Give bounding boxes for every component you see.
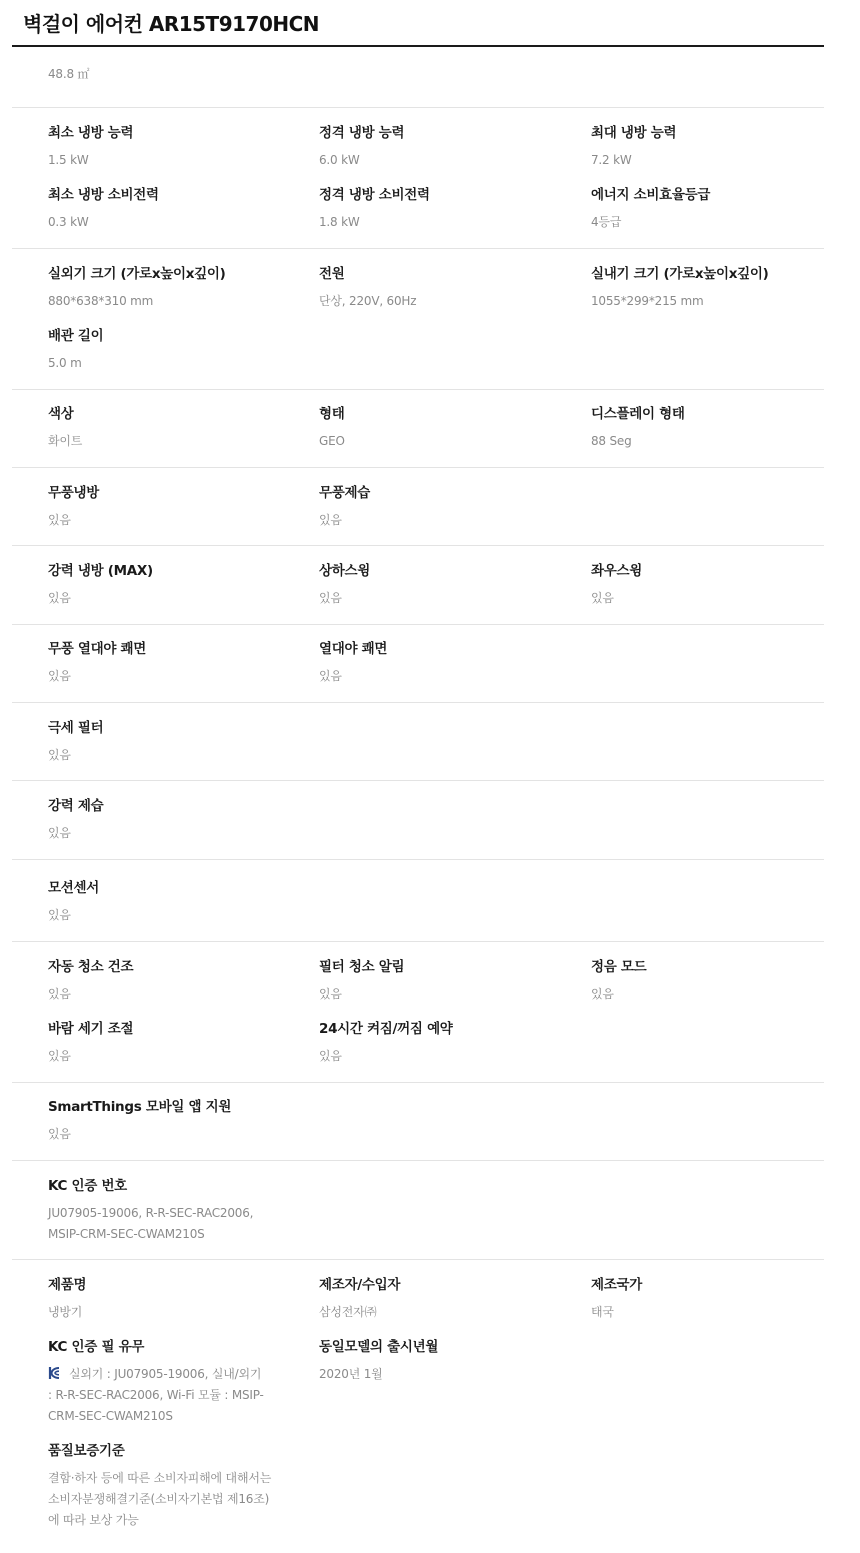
spec-label: 전원 <box>319 266 345 282</box>
divider <box>12 248 824 249</box>
spec-label: 색상 <box>48 406 74 422</box>
spec-label: 무풍제습 <box>319 485 370 501</box>
spec-label: 무풍 열대야 쾌면 <box>48 641 146 657</box>
spec-kc-required <box>48 1337 288 1427</box>
spec-label: 정격 냉방 능력 <box>319 125 405 141</box>
spec-value: 있음 <box>591 987 614 1001</box>
spec-label: 최대 냉방 능력 <box>591 125 677 141</box>
spec-label: 강력 제습 <box>48 798 104 814</box>
spec-label: 극세 필터 <box>48 720 104 736</box>
spec-label: 좌우스윙 <box>591 563 642 579</box>
spec-label: 정음 모드 <box>591 959 647 975</box>
spec-value: 단상, 220V, 60Hz <box>319 294 417 308</box>
spec-value: 6.0 kW <box>319 153 360 167</box>
spec-value: GEO <box>319 434 345 448</box>
spec-up-down-swing <box>319 561 569 609</box>
spec-label: 실내기 크기 (가로x높이x깊이) <box>591 266 769 282</box>
spec-value: 88 Seg <box>591 434 632 448</box>
spec-filter-alarm <box>319 957 569 1005</box>
spec-form <box>319 404 569 452</box>
spec-max-cool <box>591 123 841 171</box>
spec-value: 있음 <box>48 1127 71 1141</box>
spec-label: 배관 길이 <box>48 328 104 344</box>
spec-value: 있음 <box>319 1049 342 1063</box>
spec-value-line: 소비자분쟁해결기준(소비자기본법 제16조) <box>48 1492 270 1506</box>
spec-label: 에너지 소비효율등급 <box>591 187 711 203</box>
spec-color <box>48 404 298 452</box>
divider <box>12 389 824 390</box>
spec-smartthings <box>48 1097 348 1145</box>
divider <box>12 545 824 546</box>
spec-sleep <box>319 639 569 687</box>
divider <box>12 467 824 468</box>
spec-label: 24시간 켜짐/꺼짐 예약 <box>319 1021 453 1037</box>
divider <box>12 1160 824 1161</box>
spec-outdoor-size <box>48 264 298 312</box>
spec-label: 최소 냉방 능력 <box>48 125 134 141</box>
spec-value: 있음 <box>319 513 342 527</box>
spec-value: 있음 <box>319 669 342 683</box>
spec-value: 2020년 1월 <box>319 1367 383 1381</box>
spec-value <box>48 1364 288 1427</box>
spec-warranty <box>48 1441 288 1531</box>
divider <box>12 1259 824 1260</box>
spec-country <box>591 1275 841 1323</box>
spec-strong-dehum <box>48 796 298 844</box>
spec-label: 열대야 쾌면 <box>319 641 388 657</box>
spec-value: 있음 <box>48 591 71 605</box>
divider <box>12 107 824 108</box>
spec-value: 있음 <box>48 987 71 1001</box>
spec-value-line <box>48 1364 288 1385</box>
spec-auto-clean <box>48 957 298 1005</box>
spec-label: KC 인증 번호 <box>48 1178 127 1194</box>
spec-kc-number <box>48 1176 348 1245</box>
spec-manufacturer <box>319 1275 569 1323</box>
spec-fine-filter <box>48 718 298 766</box>
spec-label: 제조국가 <box>591 1277 642 1293</box>
spec-windfree-cool <box>48 483 298 531</box>
spec-value: 있음 <box>48 1049 71 1063</box>
spec-label: 실외기 크기 (가로x높이x깊이) <box>48 266 226 282</box>
title-divider <box>12 45 824 47</box>
area-cell <box>48 64 298 85</box>
spec-value-line: 결함·하자 등에 따른 소비자피해에 대해서는 <box>48 1471 272 1485</box>
spec-windfree-sleep <box>48 639 298 687</box>
divider <box>12 780 824 781</box>
spec-value-text: 실외기 : JU07905-19006, 실내/외기 <box>69 1367 262 1381</box>
spec-value <box>48 1203 348 1245</box>
spec-label: 필터 청소 알림 <box>319 959 405 975</box>
spec-value: 5.0 m <box>48 356 82 370</box>
spec-value: 880*638*310 mm <box>48 294 154 308</box>
spec-label: 동일모델의 출시년월 <box>319 1339 439 1355</box>
spec-value: 있음 <box>48 908 71 922</box>
spec-label: 상하스윙 <box>319 563 370 579</box>
spec-energy-grade <box>591 185 841 233</box>
spec-min-cool <box>48 123 298 171</box>
spec-rated-cool <box>319 123 569 171</box>
divider <box>12 859 824 860</box>
divider <box>12 702 824 703</box>
spec-value-line: JU07905-19006, R-R-SEC-RAC2006, <box>48 1206 254 1220</box>
spec-value: 있음 <box>319 591 342 605</box>
spec-quiet-mode <box>591 957 841 1005</box>
spec-display <box>591 404 841 452</box>
spec-value-line: 에 따라 보상 가능 <box>48 1513 139 1527</box>
divider <box>12 941 824 942</box>
spec-label: 품질보증기준 <box>48 1443 125 1459</box>
spec-value: 있음 <box>48 513 71 527</box>
spec-value: 1.8 kW <box>319 215 360 229</box>
spec-rated-power <box>319 185 569 233</box>
spec-label: 무풍냉방 <box>48 485 99 501</box>
spec-product-name <box>48 1275 298 1323</box>
spec-value: 있음 <box>48 748 71 762</box>
spec-value: 1055*299*215 mm <box>591 294 704 308</box>
spec-left-right-swing <box>591 561 841 609</box>
spec-label: 정격 냉방 소비전력 <box>319 187 430 203</box>
spec-label: 강력 냉방 (MAX) <box>48 563 153 579</box>
spec-value: 있음 <box>591 591 614 605</box>
spec-value: 1.5 kW <box>48 153 89 167</box>
area-value: 48.8 ㎡ <box>48 67 90 81</box>
spec-motion-sensor <box>48 878 298 926</box>
divider <box>12 1082 824 1083</box>
spec-value: 화이트 <box>48 434 83 448</box>
spec-value: 냉방기 <box>48 1305 83 1319</box>
spec-release-date <box>319 1337 569 1385</box>
spec-indoor-size <box>591 264 841 312</box>
spec-value: 있음 <box>48 826 71 840</box>
spec-wind-strength <box>48 1019 298 1067</box>
spec-value: 삼성전자㈜ <box>319 1305 377 1319</box>
spec-value-line: : R-R-SEC-RAC2006, Wi-Fi 모듈 : MSIP- <box>48 1388 264 1402</box>
spec-value: 4등급 <box>591 215 622 229</box>
spec-min-power <box>48 185 298 233</box>
spec-label: 형태 <box>319 406 345 422</box>
spec-windfree-dehum <box>319 483 569 531</box>
spec-value: 있음 <box>48 669 71 683</box>
spec-label: 최소 냉방 소비전력 <box>48 187 159 203</box>
spec-value-line: CRM-SEC-CWAM210S <box>48 1409 173 1423</box>
spec-label: 디스플레이 형태 <box>591 406 685 422</box>
spec-power <box>319 264 569 312</box>
spec-timer-24h <box>319 1019 569 1067</box>
spec-label: 제조자/수입자 <box>319 1277 401 1293</box>
spec-label: KC 인증 필 유무 <box>48 1339 145 1355</box>
spec-label: SmartThings 모바일 앱 지원 <box>48 1099 232 1115</box>
spec-label: 제품명 <box>48 1277 87 1293</box>
page-title: 벽걸이 에어컨 AR15T9170HCN <box>23 12 320 36</box>
spec-value-line: MSIP-CRM-SEC-CWAM210S <box>48 1227 205 1241</box>
spec-value: 0.3 kW <box>48 215 89 229</box>
spec-value: 7.2 kW <box>591 153 632 167</box>
spec-value <box>48 1468 288 1531</box>
spec-label: 자동 청소 건조 <box>48 959 134 975</box>
spec-label: 모션센서 <box>48 880 99 896</box>
spec-pipe-length <box>48 326 298 374</box>
spec-max-cool-mode <box>48 561 298 609</box>
spec-value: 태국 <box>591 1305 614 1319</box>
kc-mark-icon <box>48 1366 61 1380</box>
divider <box>12 624 824 625</box>
spec-value: 있음 <box>319 987 342 1001</box>
spec-label: 바람 세기 조절 <box>48 1021 134 1037</box>
